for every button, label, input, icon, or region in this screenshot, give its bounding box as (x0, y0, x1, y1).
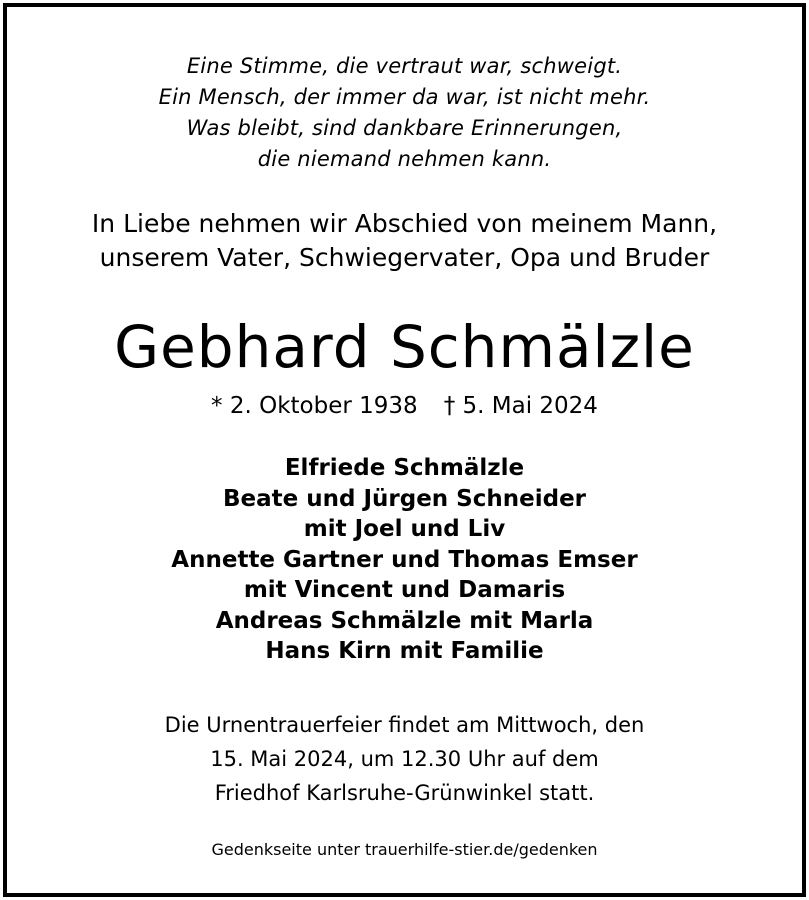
mourner-line: Andreas Schmälzle mit Marla (215, 607, 594, 634)
intro-text (7, 207, 802, 275)
service-line: Friedhof Karlsruhe-Grünwinkel statt. (214, 781, 595, 805)
service-info (7, 708, 802, 810)
poem-line: Ein Mensch, der immer da war, ist nicht mehr. (158, 85, 651, 109)
mourner-line: Annette Gartner und Thomas Emser (171, 546, 638, 573)
mourner-line: Elfriede Schmälzle (284, 455, 525, 481)
mourner-line: Hans Kirn mit Familie (265, 638, 544, 664)
poem-line: die niemand nehmen kann. (257, 147, 552, 171)
intro-line: unserem Vater, Schwiegervater, Opa und Bruder (99, 243, 710, 272)
mourner-line: mit Joel und Liv (303, 516, 506, 542)
mourners-list (7, 453, 802, 667)
poem-line: Eine Stimme, die vertraut war, schweigt. (186, 54, 623, 78)
life-dates (7, 391, 802, 421)
mourner-line: Beate und Jürgen Schneider (222, 485, 587, 512)
poem (7, 51, 802, 175)
obituary-frame (3, 3, 806, 897)
memorial-website: Gedenkseite unter trauerhilfe-stier.de/gedenken (211, 840, 598, 859)
intro-line: In Liebe nehmen wir Abschied von meinem Mann, (91, 209, 718, 238)
deceased-name: Gebhard Schmälzle (114, 313, 695, 381)
service-line: 15. Mai 2024, um 12.30 Uhr auf dem (210, 747, 599, 771)
service-line: Die Urnentrauerfeier findet am Mittwoch, den (164, 713, 645, 737)
mourner-line: mit Vincent und Damaris (243, 577, 566, 603)
birth-date: * 2. Oktober 1938 (211, 393, 418, 419)
poem-line: Was bleibt, sind dankbare Erinnerungen, (186, 116, 623, 140)
death-date: † 5. Mai 2024 (443, 393, 598, 419)
